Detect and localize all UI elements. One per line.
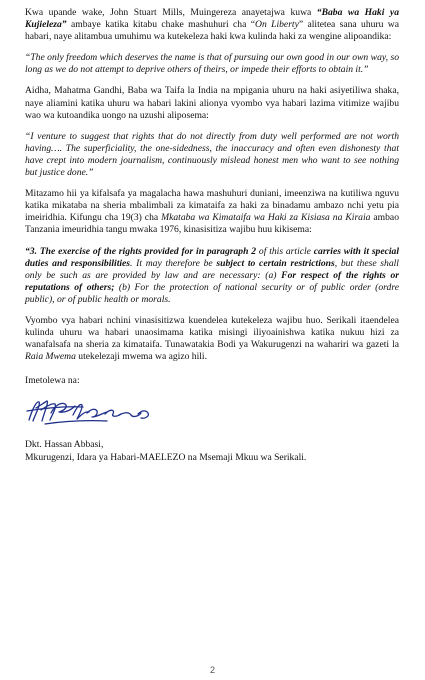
paragraph-mills [25,7,399,43]
newspaper-name: Raia Mwema [25,351,76,363]
text-run: ambaye katika kitabu chake mashuhuri cha “ [66,19,256,31]
quote-gandhi: “I venture to suggest that rights that do not directly from duty well performed are not worth having…. The superficiality, the one-sidedness, the inaccuracy and often even dishonesty that have crept into modern journalism, continuously mislead honest men who want to see nothing but justice done.” [25,130,399,179]
text-run: ambao Tanzania imeuridhia tangu mwaka 1976, kinasisitiza wajibu huu kikisema: [25,212,399,236]
signature [25,393,399,429]
text-run: Mitazamo hii ya kifalsafa ya magalacha hawa mashuhuri duniani, imeenziwa na kutiliwa nguvu katika mikataba na sheria mbalimbali za kimataifa za haki za binadamu ambazo nchi yetu pia imeiridhia. Kifungu cha 19(3) cha [25,188,399,224]
bold-italic-title: “Baba wa Haki ya Kujieleza” [25,7,399,31]
page-number: 2 [209,665,215,675]
issued-by-label: Imetolewa na: [25,375,80,387]
signer-name: Dkt. Hassan Abbasi, [25,439,104,451]
text-run: ” alitetea sana uhuru wa habari, naye alitambua umuhimu wa kutekeleza haki kwa kulinda haki za wengine alipoandika: [25,19,399,43]
signature-icon [25,393,195,429]
bold-italic-text: For respect of the rights or reputations of others; [25,269,399,293]
italic-text: , but these shall only be such as are provided by law and are necessary: (a) [25,257,399,281]
paragraph-gandhi: Aidha, Mahatma Gandhi, Baba wa Taifa la India na mpigania uhuru na haki asiyetiliwa shaka, naye aliamini katika uhuru wa habari lakini alionya vyombo vya habari lazima vitimize wajibu wao wa kutoandika uongo na uzushi aliposema: [25,85,399,121]
text-run: utekelezaji mwema wa agizo hili. [75,351,207,363]
text-run: Vyombo vya habari nchini vinasisitizwa kuendelea kutekeleza wajibu huo. Serikali itaendelea kulinda uhuru wa habari unaosimama katika misingi iliyoainishwa katika nukuu hizi za wanafalsafa na sheria za kimataifa. Tunawatakia Bodi ya Wakurugenzi na wahariri wa gazeti la [25,314,399,351]
quote-mills: “The only freedom which deserves the name is that of pursuing our own good in our own way, so long as we do not attempt to deprive others of theirs, or impede their efforts to obtain it.” [25,52,399,76]
italic-text: of this article [256,245,314,257]
signer-title: Mkurugenzi, Idara ya Habari-MAELEZO na Msemaji Mkuu wa Serikali. [25,451,307,463]
quote-article-19 [25,246,399,306]
bold-italic-text: carries with it special duties and responsibilities [25,245,399,269]
italic-text: (b) For the protection of national security or of public order (ordre public), or of public health or morals. [25,281,399,305]
paragraph-covenant [25,188,399,236]
covenant-title: Mkataba wa Kimataifa wa Haki za Kisiasa na Kiraia [161,212,371,224]
book-title: On Liberty [255,19,299,31]
paragraph-conclusion [25,315,399,363]
bold-italic-text: subject to certain restrictions [216,257,335,269]
italic-text: . It may therefore be [130,257,217,269]
bold-italic-text: “3. The exercise of the rights provided for in paragraph 2 [25,245,257,257]
text-run: Kwa upande wake, John Stuart Mills, Muingereza anayetajwa kuwa [25,7,317,18]
